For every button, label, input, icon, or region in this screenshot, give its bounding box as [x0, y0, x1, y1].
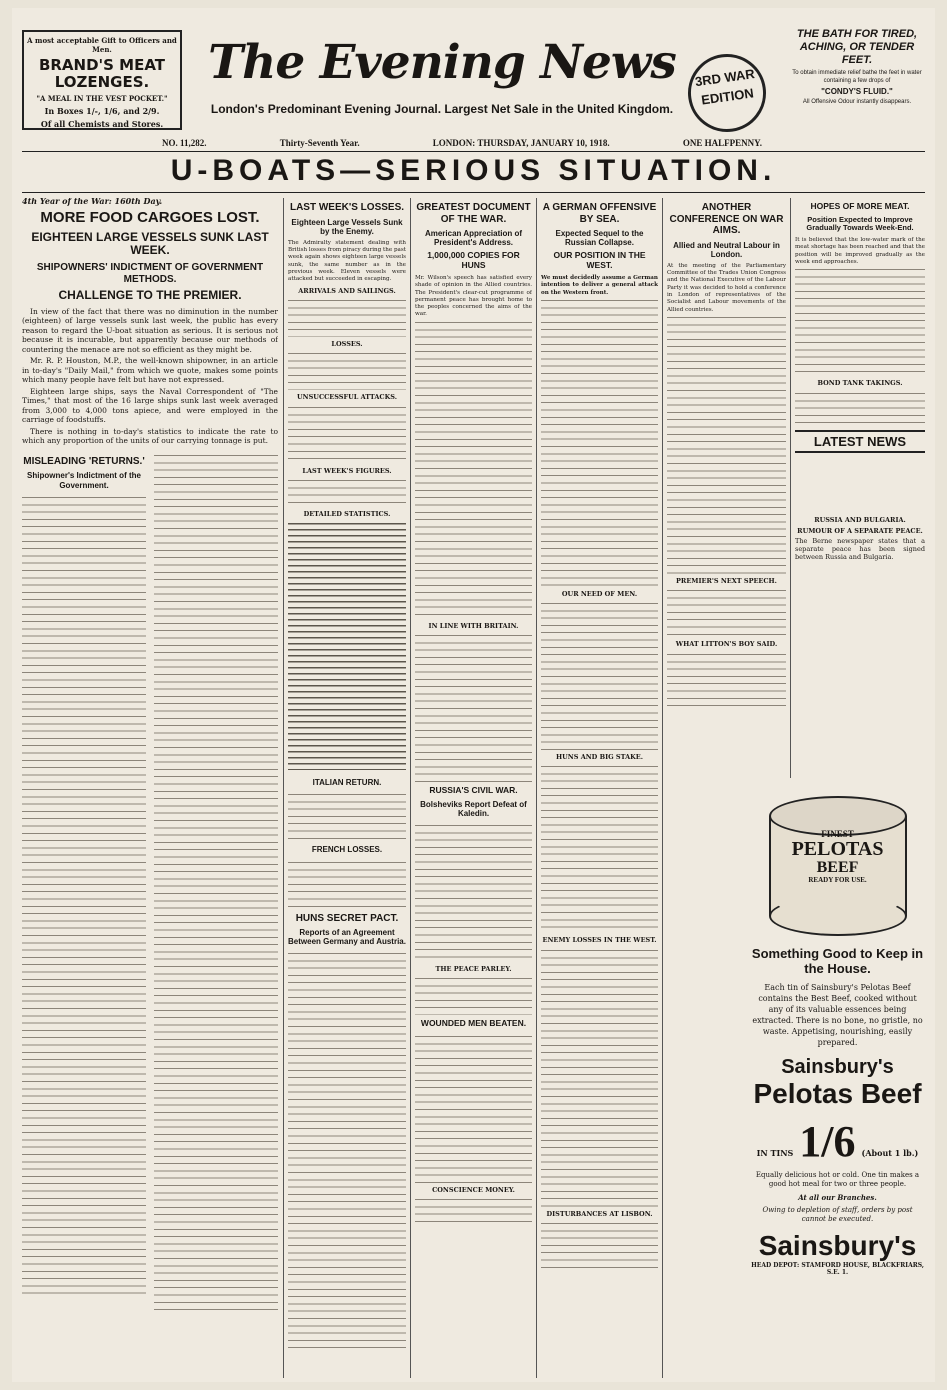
article-paragraph: The Admiralty statement dealing with British losses from piracy during the past week again shows eighteen large vessels sunk, the same number as in the previous week. Eleven vessels were attacked but succeeded in escaping.: [288, 239, 406, 283]
article-body-text: [795, 266, 925, 376]
ad-tagline: Something Good to Keep in the House.: [751, 946, 924, 976]
article-paragraph: In view of the fact that there was no diminution in the number (eighteen) of large vessels sunk last week, the public has every reason to regard the U-boat situation as serious. It is serious not because it is incurable, but apparently because our methods of countering the menace are not so efficient as they might be.: [22, 306, 278, 354]
ad-sainsburys-logo: Sainsbury's: [758, 1230, 917, 1261]
ear-left-stores: Of all Chemists and Stores.: [40, 119, 164, 129]
column-4: [541, 198, 658, 1378]
subhead-bolsheviks: Bolsheviks Report Defeat of Kaledin.: [420, 799, 527, 818]
column-divider: [283, 198, 284, 1378]
article-body-text: [415, 319, 532, 619]
war-edition-badge: 3RD WAR EDITION: [683, 49, 771, 137]
ad-in-tins: IN TINS: [756, 1148, 794, 1158]
subhead-enemy-losses: ENEMY LOSSES IN THE WEST.: [542, 936, 657, 945]
subhead-littons-boy: WHAT LITTON'S BOY SAID.: [675, 640, 778, 649]
headline-food-cargoes: MORE FOOD CARGOES LOST.: [40, 209, 260, 227]
column-3: [415, 198, 532, 1378]
subhead-eighteen-sunk: Eighteen Large Vessels Sunk by the Enemy.: [291, 217, 403, 236]
article-body-text: [541, 763, 658, 933]
ad-weight: (About 1 lb.): [861, 1148, 919, 1158]
article-paragraph: At the meeting of the Parliamentary Committee of the Trades Union Congress and the National Executive of the Labour Party it was decided to hold a conference in London of representatives of the Socialist and Labour movements of the Allied countries.: [667, 262, 786, 313]
masthead-rule: [22, 151, 925, 152]
ad-price: 1/6: [799, 1117, 856, 1166]
subhead-losses: LOSSES.: [331, 339, 363, 348]
ear-right-footer: All Offensive Odour instantly disappears.: [802, 99, 912, 105]
article-body-text: [795, 390, 925, 426]
headline-huns-secret-pact: HUNS SECRET PACT.: [295, 912, 399, 924]
article-body-text: [288, 477, 406, 507]
column-divider: [790, 198, 791, 778]
newspaper-subtitle: London's Predominant Evening Journal. Largest Net Sale in the United Kingdom.: [210, 102, 674, 116]
article-body-text: [415, 975, 532, 1015]
headline-shipowners: SHIPOWNERS' INDICTMENT OF GOVERNMENT METHODS.: [36, 262, 264, 285]
ear-left-brand: BRAND'S MEAT LOZENGES.: [38, 56, 166, 91]
headline-million-copies: 1,000,000 COPIES FOR HUNS: [427, 250, 520, 271]
headline-last-weeks-losses: LAST WEEK'S LOSSES.: [289, 202, 405, 213]
article-body-text: [415, 1196, 532, 1226]
ear-left-quote: "A MEAL IN THE VEST POCKET.": [36, 94, 168, 103]
subhead-agreement: Reports of an Agreement Between Germany and Austria.: [288, 928, 406, 947]
subhead-huns-big-stake: HUNS AND BIG STAKE.: [555, 753, 644, 762]
headline-wounded-men: WOUNDED MEN BEATEN.: [420, 1018, 527, 1029]
article-body-text: [667, 314, 786, 574]
headline-our-position: OUR POSITION IN THE WEST.: [553, 250, 646, 271]
ear-right-product: "CONDY'S FLUID.": [821, 87, 893, 96]
issue-date: LONDON: THURSDAY, JANUARY 10, 1918.: [432, 138, 610, 148]
subhead-peace-parley: THE PEACE PARLEY.: [435, 965, 512, 974]
column-divider: [410, 198, 411, 1378]
article-paragraph: It is believed that the low-water mark of the meat shortage has been reached and that the position will be improved gradually as the week end approaches.: [795, 237, 925, 265]
headline-another-conference: ANOTHER CONFERENCE ON WAR AIMS.: [669, 202, 784, 236]
subhead-in-line-with-britain: IN LINE WITH BRITAIN.: [428, 621, 519, 630]
subhead-separate-peace: RUMOUR OF A SEPARATE PEACE.: [797, 527, 923, 536]
subhead-unsuccessful: UNSUCCESSFUL ATTACKS.: [296, 393, 397, 402]
ear-right-headline: THE BATH FOR TIRED, ACHING, OR TENDER FEET.: [796, 28, 918, 66]
ad-product-name: Pelotas Beef: [753, 1078, 922, 1109]
headline-rule: [22, 192, 925, 193]
tin-beef: BEEF: [816, 859, 859, 877]
article-body-text: [541, 297, 658, 587]
latest-news-heading: LATEST NEWS: [813, 433, 907, 449]
subhead-indictment: Shipowner's Indictment of the Government.: [27, 471, 141, 490]
article-paragraph: Mr. R. P. Houston, M.P., the well-known shipowner, in an article in to-day's "Daily Mail," from which we quote, makes some points which many people have felt but have not expressed.: [22, 356, 278, 385]
article-paragraph: We must decidedly assume a German intention to deliver a general attack on the Western front.: [541, 274, 658, 296]
main-headline: U-BOATS—SERIOUS SITUATION.: [170, 154, 777, 187]
article-body-text: [288, 859, 406, 909]
subhead-american-appreciation: American Appreciation of President's Address.: [424, 229, 523, 248]
tin-finest: FINEST: [821, 829, 854, 839]
subhead-detailed-statistics: DETAILED STATISTICS.: [303, 509, 391, 518]
sainsburys-pelotas-beef-ad: [750, 788, 925, 1378]
volume-year: Thirty-Seventh Year.: [279, 138, 360, 148]
subhead-expected-sequel: Expected Sequel to the Russian Collapse.: [555, 229, 644, 248]
condys-fluid-ad: [787, 28, 927, 160]
subhead-premiers-speech: PREMIER'S NEXT SPEECH.: [676, 576, 777, 585]
statistics-table: [288, 520, 406, 770]
article-paragraph: Eighteen large ships, says the Naval Correspondent of "The Times," that most of the 16 large ships sunk last week averaged from 3,000 to 4,000 tons apiece, and were employed in the carriage of foodstuffs.: [22, 386, 278, 425]
column-6: [795, 198, 925, 778]
article-body-text: [541, 947, 658, 1207]
headline-misleading-returns: MISLEADING 'RETURNS.': [23, 455, 145, 467]
article-body-text: [541, 600, 658, 750]
column-2: [288, 198, 406, 1378]
issue-number: NO. 11,282.: [162, 138, 207, 148]
ad-notice: Owing to depletion of staff, orders by post cannot be executed.: [762, 1206, 913, 1223]
subhead-arrivals: ARRIVALS AND SAILINGS.: [298, 286, 396, 295]
brands-lozenges-ad: [22, 30, 182, 130]
article-body-text: [22, 494, 146, 1294]
newspaper-title: The Evening News: [208, 35, 676, 90]
headline-german-offensive: A GERMAN OFFENSIVE BY SEA.: [542, 202, 657, 225]
article-body-text: [288, 950, 406, 1350]
column-5: [667, 198, 786, 778]
article-body-text: [415, 822, 532, 962]
subhead-disturbances-lisbon: DISTURBANCES AT LISBON.: [546, 1209, 653, 1218]
ad-description: Each tin of Sainsbury's Pelotas Beef contains the Best Beef, cooked without any of its valuable essences being extracted. There is no bone, no gristle, no waste. Appetising, nourishing, easily prepared.: [752, 983, 923, 1047]
tin-pelotas: PELOTAS: [791, 838, 884, 861]
subhead-bond-tank: BOND TANK TAKINGS.: [817, 379, 903, 388]
war-day-dateline: 4th Year of the War: 160th Day.: [22, 198, 163, 206]
article-body-text: [667, 651, 786, 711]
article-body-text: [541, 1220, 658, 1270]
headline-french-losses: FRENCH LOSSES.: [311, 845, 383, 855]
column-1: [22, 198, 278, 1378]
ad-brand-name: Sainsbury's: [781, 1056, 894, 1078]
ad-serving-text: Equally delicious hot or cold. One tin makes a good hot meal for two or three people.: [755, 1171, 920, 1188]
headline-russia-bulgaria: RUSSIA AND BULGARIA.: [814, 515, 906, 524]
article-body-text: [288, 404, 406, 464]
ear-left-small: A most acceptable Gift to Officers and Men.: [27, 36, 177, 54]
article-body-text: [415, 1033, 532, 1183]
column-divider: [536, 198, 537, 1378]
headline-eighteen-vessels: EIGHTEEN LARGE VESSELS SUNK LAST WEEK.: [31, 229, 269, 258]
article-body-text: [415, 632, 532, 782]
subhead-allied-labour: Allied and Neutral Labour in London.: [673, 240, 780, 259]
headline-hopes-more-meat: HOPES OF MORE MEAT.: [810, 201, 910, 211]
article-body-text: [288, 791, 406, 841]
subhead-last-weeks-figures: LAST WEEK'S FIGURES.: [302, 466, 392, 475]
column-divider: [662, 198, 663, 1378]
article-paragraph: There is nothing in to-day's statistics to indicate the rate to which any proportion of the units of our carrying tonnage is put.: [22, 426, 278, 446]
article-paragraph: Mr. Wilson's speech has satisfied every shade of opinion in the Allied countries. The President's clear-cut programme of permanent peace has brought home to the peoples concerned the aims of the war.: [415, 274, 532, 318]
beef-tin-illustration: [763, 796, 913, 936]
ad-address: HEAD DEPOT: STAMFORD HOUSE, BLACKFRIARS, S.E. 1.: [751, 1262, 924, 1276]
ad-branches: At all our Branches.: [798, 1193, 877, 1202]
article-body-text: [154, 452, 278, 1312]
headline-challenge-premier: CHALLENGE TO THE PREMIER.: [58, 288, 242, 303]
subhead-position-improve: Position Expected to Improve Gradually Towards Week-End.: [806, 214, 914, 233]
article-body-text: [667, 587, 786, 637]
headline-greatest-document: GREATEST DOCUMENT OF THE WAR.: [416, 202, 531, 225]
folio-line: [162, 138, 762, 148]
subhead-conscience-money: CONSCIENCE MONEY.: [432, 1186, 515, 1195]
issue-price: ONE HALFPENNY.: [682, 138, 762, 148]
article-body-text: [288, 350, 406, 390]
ear-right-text: To obtain immediate relief bathe the feet in water containing a few drops of: [792, 70, 922, 84]
article-paragraph: The Berne newspaper states that a separate peace has been signed between Russia and Bulgaria.: [795, 537, 925, 562]
subhead-our-need-of-men: OUR NEED OF MEN.: [561, 589, 638, 598]
newspaper-page: [12, 8, 935, 1382]
headline-russias-civil-war: RUSSIA'S CIVIL WAR.: [429, 784, 518, 795]
ad-price-line: [750, 1116, 925, 1167]
headline-italian-return: ITALIAN RETURN.: [312, 778, 382, 788]
tin-ready: READY FOR USE.: [808, 876, 867, 885]
article-body-text: [288, 297, 406, 337]
ear-left-boxes: In Boxes 1/-, 1/6, and 2/9.: [44, 106, 160, 116]
